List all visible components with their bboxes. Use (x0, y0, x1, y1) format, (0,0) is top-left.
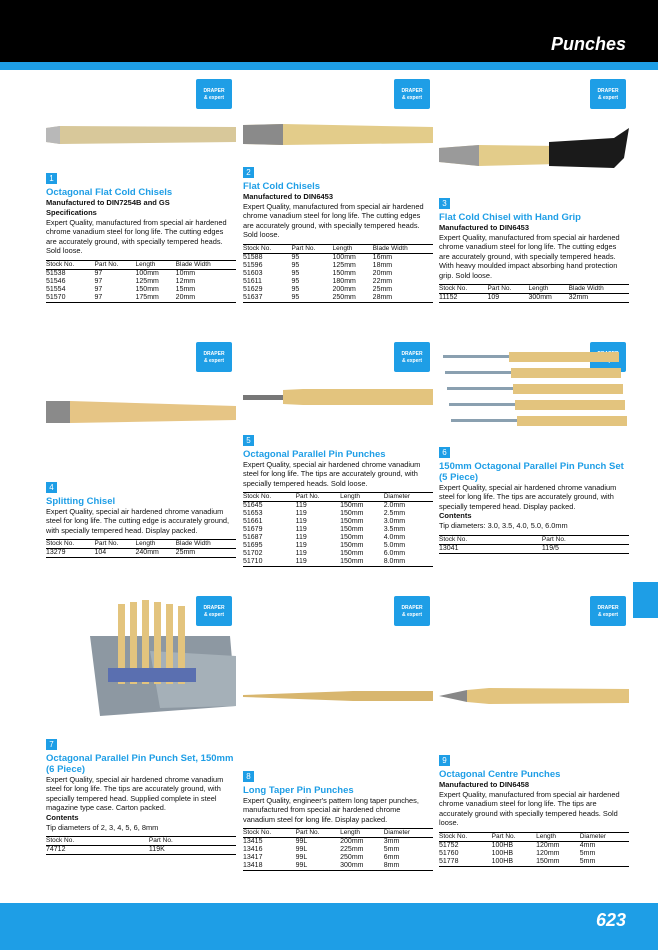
flat-chisel-image (243, 120, 433, 150)
table-header-row (439, 535, 629, 544)
table-cell: 104 (94, 549, 107, 557)
product-number: 4 (46, 482, 57, 493)
table-cell: 99L (295, 846, 308, 854)
table-row (46, 294, 236, 303)
table-cell: 97 (94, 269, 103, 277)
table-cell: 3.0mm (383, 518, 406, 526)
table-cell: 20mm (175, 293, 196, 301)
table-cell: 150mm (340, 518, 364, 526)
table-cell: 22mm (372, 277, 393, 285)
centre-punch-image (439, 686, 629, 706)
header-stripe (0, 62, 658, 70)
table-row (46, 846, 236, 855)
product-number: 5 (243, 435, 254, 446)
table-cell: 3mm (383, 838, 400, 846)
table-cell: 119 (295, 502, 307, 510)
table-row (439, 841, 629, 850)
table-cell: 150mm (340, 550, 364, 558)
table-cell: 25mm (372, 285, 393, 293)
table-row (243, 294, 433, 303)
product-description: Expert Quality, special air hardened chrome vanadium steel for long life. The tips are accurately ground, with specially tempered head. Display packed. (439, 483, 617, 511)
table-cell: 120mm (536, 849, 560, 857)
table-row (439, 544, 629, 553)
table-cell: 3.5mm (383, 526, 406, 534)
product-title[interactable]: Octagonal Centre Punches (439, 769, 561, 780)
column-header: Part No. (487, 285, 512, 293)
table-cell: 250mm (332, 293, 356, 301)
table-cell: 25mm (175, 549, 196, 557)
column-header: Part No. (295, 829, 320, 837)
table-cell: 13416 (243, 846, 263, 854)
draper-logo-text: DRAPER & expert (401, 605, 423, 618)
table-cell: 180mm (332, 277, 356, 285)
table-cell: 4mm (579, 841, 596, 849)
product-card (46, 168, 236, 303)
spec-table (243, 244, 433, 303)
draper-logo (590, 596, 626, 626)
column-header: Length (332, 244, 353, 252)
table-cell: 2.0mm (383, 502, 406, 510)
product-title[interactable]: Long Taper Pin Punches (243, 785, 354, 796)
product-description: Expert Quality, special air hardened chrome vanadium steel for long life. The tips are accurately ground, with specially tempered head. Supplied complete in steel magazine type case. Carton packed. (46, 775, 224, 813)
table-cell: 51645 (243, 502, 263, 510)
table-cell: 51752 (439, 841, 459, 849)
table-cell: 119 (295, 558, 307, 566)
column-header: Blade Width (372, 244, 408, 252)
draper-logo-text: DRAPER & expert (203, 351, 225, 364)
table-cell: 8mm (383, 862, 400, 870)
product-description: Expert Quality, special air hardened chrome vanadium steel for long life. The cutting edge is accurately ground, with specially tempered head. Display packed. (46, 507, 230, 535)
table-cell: 100mm (135, 269, 159, 277)
column-header: Part No. (295, 493, 320, 501)
table-cell: 97 (94, 293, 103, 301)
table-cell: 119/5 (541, 544, 559, 552)
table-cell: 8.0mm (383, 558, 406, 566)
table-cell: 100HB (491, 849, 514, 857)
table-cell: 225mm (340, 846, 364, 854)
product-card (439, 442, 629, 554)
column-header: Part No. (148, 837, 173, 845)
column-header: Part No. (94, 540, 119, 548)
table-cell: 4.0mm (383, 534, 406, 542)
table-row (243, 550, 433, 558)
table-cell: 95 (291, 277, 300, 285)
table-row (243, 542, 433, 550)
product-card (243, 162, 433, 303)
draper-logo-text: DRAPER & expert (401, 88, 423, 101)
product-title[interactable]: 150mm Octagonal Parallel Pin Punch Set (5 Piece) (439, 461, 624, 483)
table-row (439, 850, 629, 858)
table-cell: 51687 (243, 534, 263, 542)
table-cell: 150mm (340, 558, 364, 566)
table-cell: 125mm (332, 261, 356, 269)
contents-label: Contents (439, 511, 472, 521)
product-title[interactable]: Flat Cold Chisel with Hand Grip (439, 212, 581, 223)
pin-punch-set-image (439, 348, 629, 430)
draper-logo-text: DRAPER & expert (203, 605, 225, 618)
draper-logo (394, 342, 430, 372)
table-cell: 16mm (372, 253, 393, 261)
table-row (243, 510, 433, 518)
column-header: Length (536, 832, 557, 840)
pin-punch-image (243, 386, 433, 408)
table-cell: 51570 (46, 293, 66, 301)
column-header: Length (528, 285, 549, 293)
table-cell: 18mm (372, 261, 393, 269)
spec-table (46, 260, 236, 303)
table-row (243, 518, 433, 526)
table-cell: 109 (487, 294, 500, 302)
product-card (46, 477, 236, 558)
spec-table (439, 284, 629, 303)
table-cell: 100mm (332, 253, 356, 261)
product-subtitle-2: Specifications (46, 208, 97, 217)
product-card (439, 750, 629, 867)
table-cell: 95 (291, 253, 300, 261)
table-cell: 2.5mm (383, 510, 406, 518)
table-cell: 51653 (243, 510, 263, 518)
table-cell: 99L (295, 862, 308, 870)
table-row (243, 854, 433, 862)
table-cell: 95 (291, 285, 300, 293)
table-cell: 200mm (340, 838, 364, 846)
table-cell: 95 (291, 269, 300, 277)
table-cell: 119 (295, 550, 307, 558)
table-cell: 150mm (340, 502, 364, 510)
column-header: Length (135, 540, 156, 548)
table-cell: 51661 (243, 518, 263, 526)
table-cell: 20mm (372, 269, 393, 277)
column-header: Stock No. (46, 540, 75, 548)
table-header-row (243, 493, 433, 502)
table-cell: 74712 (46, 846, 66, 854)
draper-logo-text: DRAPER & expert (203, 88, 225, 101)
table-cell: 99L (295, 854, 308, 862)
table-cell: 51637 (243, 293, 263, 301)
column-header: Part No. (291, 244, 316, 252)
table-cell: 150mm (135, 285, 159, 293)
contents-text: Tip diameters: 3.0, 3.5, 4.0, 5.0, 6.0mm (439, 521, 568, 531)
taper-punch-image (243, 688, 433, 704)
table-cell: 12mm (175, 277, 196, 285)
product-card (439, 193, 629, 303)
column-header: Length (135, 260, 156, 268)
column-header: Part No. (94, 260, 119, 268)
product-title[interactable]: Octagonal Parallel Pin Punches (243, 449, 386, 460)
table-cell: 125mm (135, 277, 159, 285)
product-description: Expert Quality, manufactured from special air hardened chrome vanadium steel for long life. The tips are accurately ground with specially tempered heads. Sold loose. (439, 790, 620, 828)
table-cell: 119 (295, 510, 307, 518)
table-row (243, 534, 433, 542)
table-cell: 5mm (579, 849, 596, 857)
table-row (46, 286, 236, 294)
product-description: Expert Quality, special air hardened chrome vanadium steel for long life. The tips are accurately ground, with specially tempered heads. Sold loose. (243, 460, 421, 488)
product-description: Expert Quality, manufactured from special air hardened chrome vanadium steel for long life. The cutting edges are accurately ground, with specially tempered heads. Sold loose. (243, 202, 424, 240)
table-row (243, 838, 433, 847)
table-row (243, 253, 433, 262)
table-cell: 51629 (243, 285, 263, 293)
table-cell: 97 (94, 277, 103, 285)
table-cell: 13418 (243, 862, 263, 870)
column-header: Part No. (541, 535, 566, 543)
table-cell: 51546 (46, 277, 66, 285)
product-number: 8 (243, 771, 254, 782)
table-row (439, 294, 629, 303)
table-row (243, 502, 433, 511)
table-row (243, 558, 433, 567)
table-cell: 51554 (46, 285, 66, 293)
table-cell: 32mm (568, 294, 589, 302)
table-cell: 150mm (340, 526, 364, 534)
product-subtitle: Manufactured to DIN6458 (439, 780, 530, 789)
column-header: Stock No. (243, 829, 272, 837)
table-cell: 51702 (243, 550, 263, 558)
table-cell: 119 (295, 542, 307, 550)
page-header (0, 0, 658, 62)
table-cell: 51695 (243, 542, 263, 550)
table-cell: 119 (295, 518, 307, 526)
product-number: 6 (439, 447, 450, 458)
table-cell: 150mm (340, 510, 364, 518)
table-cell: 51778 (439, 857, 459, 865)
product-card (243, 430, 433, 567)
table-row (439, 858, 629, 867)
table-cell: 240mm (135, 549, 159, 557)
table-cell: 200mm (332, 285, 356, 293)
table-cell: 119 (295, 534, 307, 542)
table-header-row (46, 837, 236, 846)
product-subtitle: Manufactured to DIN6453 (439, 223, 530, 232)
column-header: Length (340, 829, 361, 837)
draper-logo (394, 596, 430, 626)
table-cell: 95 (291, 293, 300, 301)
column-header: Part No. (491, 832, 516, 840)
table-header-row (439, 832, 629, 841)
draper-logo (196, 342, 232, 372)
product-number: 9 (439, 755, 450, 766)
table-cell: 13417 (243, 854, 263, 862)
product-description: Expert Quality, manufactured from special air hardened chrome vanadium steel for long life. The cutting edges are accurately ground, with specially tempered heads. Sold loose. (46, 218, 227, 256)
product-title[interactable]: Flat Cold Chisels (243, 181, 321, 192)
table-cell: 51596 (243, 261, 263, 269)
table-cell: 250mm (340, 854, 364, 862)
draper-logo (196, 79, 232, 109)
column-header: Length (340, 493, 361, 501)
product-number: 1 (46, 173, 57, 184)
column-header: Stock No. (46, 837, 75, 845)
table-cell: 5mm (579, 857, 596, 865)
column-header: Stock No. (439, 535, 468, 543)
table-cell: 13041 (439, 544, 459, 552)
splitting-chisel-image (46, 398, 236, 426)
table-cell: 150mm (536, 857, 560, 865)
table-cell: 51538 (46, 269, 66, 277)
page-number: 623 (595, 910, 626, 930)
table-cell: 95 (291, 261, 300, 269)
octagonal-chisel-image (46, 120, 236, 150)
product-description: Expert Quality, engineer's pattern long taper punches, manufactured from special air hardened chrome vanadium steel for long life. Display packed. (243, 796, 419, 824)
product-title[interactable]: Octagonal Parallel Pin Punch Set, 150mm (6 Piece) (46, 753, 234, 775)
column-header: Stock No. (243, 493, 272, 501)
table-cell: 119K (148, 846, 165, 854)
table-cell: 51679 (243, 526, 263, 534)
table-cell: 5.0mm (383, 542, 406, 550)
table-cell: 11152 (439, 294, 458, 302)
table-cell: 15mm (175, 285, 196, 293)
table-cell: 150mm (332, 269, 356, 277)
table-cell: 300mm (340, 862, 364, 870)
page-title: Punches (550, 34, 626, 54)
table-row (243, 846, 433, 854)
table-row (243, 270, 433, 278)
table-cell: 51611 (243, 277, 262, 285)
table-cell: 51603 (243, 269, 263, 277)
table-cell: 5mm (383, 846, 400, 854)
table-cell: 100HB (491, 857, 514, 865)
table-cell: 28mm (372, 293, 393, 301)
table-cell: 97 (94, 285, 103, 293)
table-row (243, 862, 433, 871)
table-row (46, 269, 236, 278)
column-header: Stock No. (439, 285, 468, 293)
spec-table (46, 836, 236, 855)
table-row (243, 286, 433, 294)
table-header-row (46, 540, 236, 549)
table-cell: 10mm (175, 269, 196, 277)
draper-logo-text: DRAPER & expert (401, 351, 423, 364)
table-cell: 13279 (46, 549, 66, 557)
spec-table (439, 832, 629, 867)
column-header: Stock No. (439, 832, 468, 840)
product-number: 3 (439, 198, 450, 209)
page-footer (0, 903, 658, 950)
column-header: Blade Width (568, 285, 604, 293)
contents-text: Tip diameters of 2, 3, 4, 5, 6, 8mm (46, 822, 159, 832)
table-cell: 51710 (243, 558, 263, 566)
table-cell: 51760 (439, 849, 459, 857)
spec-table (439, 535, 629, 554)
table-cell: 51588 (243, 253, 263, 261)
table-header-row (46, 260, 236, 269)
draper-logo (394, 79, 430, 109)
table-row (243, 278, 433, 286)
column-header: Diameter (383, 829, 411, 837)
column-header: Blade Width (175, 260, 211, 268)
draper-logo-text: DRAPER & expert (597, 88, 619, 101)
contents-label: Contents (46, 812, 79, 822)
product-subtitle: Manufactured to DIN7254B and GS (46, 198, 170, 207)
table-row (243, 526, 433, 534)
column-header: Diameter (579, 832, 607, 840)
column-header: Blade Width (175, 540, 211, 548)
table-header-row (243, 829, 433, 838)
draper-logo (590, 79, 626, 109)
table-cell: 6.0mm (383, 550, 406, 558)
table-cell: 300mm (528, 294, 552, 302)
table-row (46, 278, 236, 286)
table-cell: 150mm (340, 542, 364, 550)
product-subtitle: Manufactured to DIN6453 (243, 192, 334, 201)
table-header-row (439, 285, 629, 294)
punch-case-image (90, 596, 236, 736)
chisel-hand-grip-image (439, 128, 629, 170)
table-cell: 100HB (491, 841, 514, 849)
column-header: Stock No. (243, 244, 272, 252)
product-title[interactable]: Octagonal Flat Cold Chisels (46, 187, 173, 198)
spec-table (46, 539, 236, 558)
product-number: 2 (243, 167, 254, 178)
table-cell: 175mm (135, 293, 159, 301)
table-cell: 150mm (340, 534, 364, 542)
column-header: Stock No. (46, 260, 75, 268)
product-card (243, 766, 433, 871)
table-cell: 119 (295, 526, 307, 534)
table-row (46, 549, 236, 558)
table-row (243, 262, 433, 270)
product-description: Expert Quality, manufactured from special air hardened chrome vanadium steel for long life. The cutting edges are accurately ground, with specially tempered heads. With heavy moulded impact absorbing hand protection grip. Sold loose. (439, 233, 620, 280)
spec-table (243, 492, 433, 567)
section-tab[interactable] (633, 582, 658, 618)
column-header: Diameter (383, 493, 411, 501)
spec-table (243, 828, 433, 871)
product-title[interactable]: Splitting Chisel (46, 496, 116, 507)
product-number: 7 (46, 739, 57, 750)
table-cell: 13415 (243, 838, 263, 846)
table-cell: 99L (295, 838, 308, 846)
draper-logo-text: DRAPER & expert (597, 605, 619, 618)
table-cell: 6mm (383, 854, 400, 862)
product-card (46, 734, 236, 855)
table-cell: 120mm (536, 841, 560, 849)
table-header-row (243, 244, 433, 253)
